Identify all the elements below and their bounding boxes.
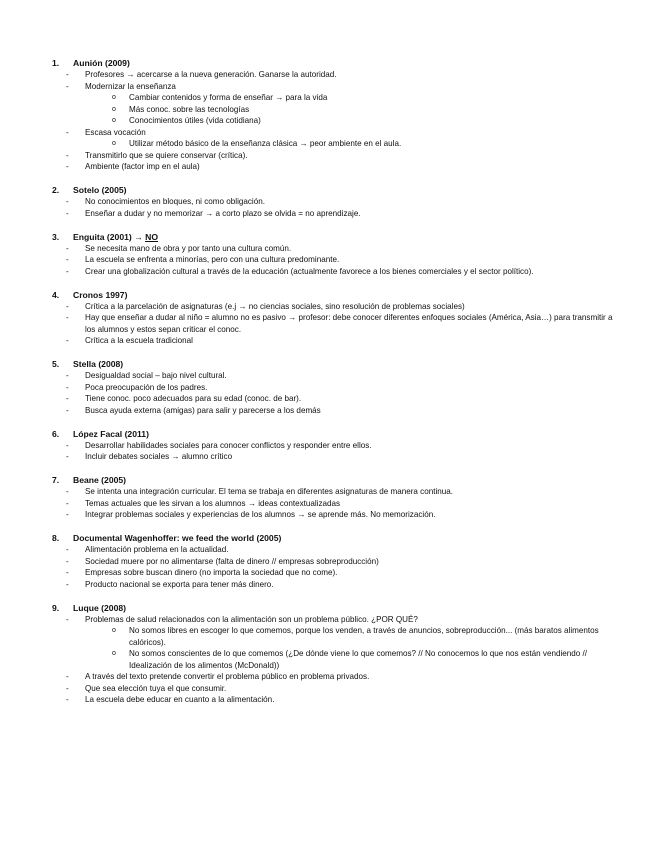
list-item: [52, 486, 615, 498]
section-title-text: Enguita (2001) →: [73, 231, 146, 242]
list-item: [52, 694, 615, 706]
list-item-text: Profesores → acercarse a la nueva generación. Ganarse la autoridad.: [85, 70, 337, 79]
list-item: [52, 544, 615, 556]
circle-bullet-icon: o: [112, 627, 116, 634]
list-item-text: Ambiente (factor imp en el aula): [85, 162, 200, 171]
sub-list-item-text: Utilizar método básico de la enseñanza clásica → peor ambiente en el aula.: [129, 139, 402, 148]
list-item: [52, 196, 615, 208]
section-title-text: López Facal (2011): [73, 428, 149, 439]
section-number: 2.: [52, 185, 60, 195]
section-heading: [52, 603, 615, 614]
list-item-text: Incluir debates sociales → alumno crítico: [85, 452, 233, 461]
list-item: [52, 69, 615, 81]
section-title-text: Documental Wagenhoffer: we feed the world (2005): [73, 533, 282, 543]
dash-bullet: -: [66, 568, 69, 577]
sub-list-item: [52, 115, 615, 127]
section-number: 1.: [52, 58, 60, 68]
list-item: [52, 335, 615, 347]
section-title: [73, 475, 126, 486]
section-number: 3.: [52, 231, 60, 242]
list-item: [52, 150, 615, 162]
dash-bullet: -: [66, 162, 69, 171]
section: [52, 429, 615, 463]
circle-bullet-icon: o: [112, 94, 116, 101]
section-number: 7.: [52, 475, 60, 485]
list-item: [52, 266, 615, 278]
list-item: [52, 498, 615, 510]
section-heading: [52, 533, 615, 544]
section-title: [73, 185, 127, 196]
section-title-text: Cronos 1997): [73, 289, 128, 300]
list-item-text: Se intenta una integración curricular. El tema se trabaja en diferentes asignaturas de manera continua.: [85, 487, 454, 496]
section-title: [73, 429, 149, 440]
section-heading: [52, 429, 615, 440]
dash-bullet: -: [66, 150, 69, 160]
sub-list-item: [52, 138, 615, 150]
list-item: [52, 312, 615, 335]
dash-bullet: -: [66, 683, 69, 693]
sub-list-item-text: Conocimientos útiles (vida cotidiana): [129, 116, 261, 125]
list-item: [52, 393, 615, 405]
dash-bullet: -: [66, 301, 69, 311]
section-heading: [52, 359, 615, 370]
list-item: [52, 301, 615, 313]
sub-list-item-text: Más conoc. sobre las tecnologías: [129, 104, 250, 114]
list-item: [52, 683, 615, 695]
list-item: [52, 405, 615, 417]
dash-bullet: -: [66, 313, 69, 322]
section-number: 6.: [52, 428, 60, 439]
dash-bullet: -: [66, 452, 69, 461]
dash-bullet: -: [66, 405, 69, 415]
sub-list-item-text: No somos libres en escoger lo que comemos, porque los venden, a través de anuncios, sobreproducción... (más baratos alimentos calóricos).: [129, 626, 599, 647]
list-item: [52, 161, 615, 173]
section: [52, 475, 615, 521]
list-item-text: Tiene conoc. poco adecuados para su edad (conoc. de bar).: [85, 394, 302, 403]
list-item-text: Enseñar a dudar y no memorizar → a corto plazo se olvida = no aprendizaje.: [85, 208, 361, 218]
section-title-suffix: NO: [145, 231, 158, 242]
list-item: [52, 127, 615, 139]
circle-bullet-icon: o: [112, 105, 116, 113]
list-item-text: No conocimientos en bloques, ni como obligación.: [85, 197, 265, 206]
list-item-text: Sociedad muere por no alimentarse (falta de dinero // empresas sobreproducción): [85, 556, 379, 566]
section-heading: [52, 58, 615, 69]
list-item-text: Empresas sobre buscan dinero (no importa la sociedad que no come).: [85, 568, 338, 577]
dash-bullet: -: [66, 695, 69, 704]
list-item-text: Producto nacional se exporta para tener más dinero.: [85, 579, 274, 589]
list-item: [52, 671, 615, 683]
section-number: 9.: [52, 602, 60, 613]
list-item-text: Escasa vocación: [85, 127, 146, 137]
list-item-text: Crítica a la parcelación de asignaturas (e.j → no ciencias sociales, sino resolución de problemas sociales): [85, 301, 465, 311]
list-item-text: Que sea elección tuya el que consumir.: [85, 683, 227, 693]
dash-bullet: -: [66, 487, 69, 496]
dash-bullet: -: [66, 614, 69, 624]
list-item-text: Modernizar la enseñanza: [85, 81, 176, 91]
sub-list-item-text: Cambiar contenidos y forma de enseñar → para la vida: [129, 93, 328, 102]
section-title-text: Beane (2005): [73, 475, 127, 485]
list-item-text: La escuela debe educar en cuanto a la alimentación.: [85, 695, 275, 704]
dash-bullet: -: [66, 382, 69, 392]
dash-bullet: -: [66, 255, 69, 264]
list-item: [52, 382, 615, 394]
section-title: [73, 359, 123, 370]
dash-bullet: -: [66, 127, 69, 137]
sub-list-item: [52, 625, 615, 648]
list-item-text: A través del texto pretende convertir el problema público en problema privados.: [85, 672, 370, 681]
section-title-text: Aunión (2009): [73, 58, 130, 68]
section: [52, 533, 615, 590]
list-item-text: Poca preocupación de los padres.: [85, 382, 208, 392]
dash-bullet: -: [66, 208, 69, 218]
list-item: [52, 579, 615, 591]
section-title: [73, 58, 130, 69]
dash-bullet: -: [66, 394, 69, 403]
section-title: [73, 232, 158, 243]
dash-bullet: -: [66, 672, 69, 681]
section-number: 4.: [52, 289, 60, 300]
section-title: [73, 290, 127, 301]
dash-bullet: -: [66, 556, 69, 566]
circle-bullet-icon: o: [112, 140, 116, 147]
list-item: [52, 254, 615, 266]
list-item-text: La escuela se enfrenta a minorías, pero con una cultura predominante.: [85, 255, 340, 264]
dash-bullet: -: [66, 243, 69, 253]
list-item-text: Hay que enseñar a dudar al niño = alumno no es pasivo → profesor: debe conocer diferentes enfoques sociales (América, Asia…) para transmitir a los alumnos y estos sepan criticar el conoc.: [85, 313, 613, 334]
section-heading: [52, 232, 615, 243]
list-item: [52, 556, 615, 568]
dash-bullet: -: [66, 70, 69, 79]
section: [52, 185, 615, 219]
section-title-text: Stella (2008): [73, 359, 124, 369]
section: [52, 603, 615, 706]
list-item: [52, 509, 615, 521]
section-heading: [52, 475, 615, 486]
list-item-text: Busca ayuda externa (amigas) para salir y parecerse a los demás: [85, 405, 321, 415]
sub-list-item: [52, 104, 615, 116]
list-item: [52, 567, 615, 579]
list-item-text: Transmitirlo que se quiere conservar (crítica).: [85, 150, 248, 160]
dash-bullet: -: [66, 266, 69, 276]
section-title-text: Sotelo (2005): [73, 185, 127, 195]
section-heading: [52, 290, 615, 301]
list-item: [52, 614, 615, 626]
sub-list-item-text: No somos conscientes de lo que comemos (¿De dónde viene lo que comemos? // No conocemos lo que nos están vendiendo // Idealización de los alimentos (McDonald)): [129, 649, 588, 670]
dash-bullet: -: [66, 498, 69, 508]
section-number: 8.: [52, 533, 60, 543]
list-item: [52, 208, 615, 220]
list-item-text: Se necesita mano de obra y por tanto una cultura común.: [85, 243, 292, 253]
dash-bullet: -: [66, 545, 69, 554]
list-item: [52, 451, 615, 463]
list-item: [52, 370, 615, 382]
dash-bullet: -: [66, 81, 69, 91]
list-item: [52, 243, 615, 255]
section: [52, 290, 615, 347]
circle-bullet-icon: o: [112, 650, 116, 657]
dash-bullet: -: [66, 510, 69, 519]
list-item-text: Temas actuales que les sirvan a los alumnos → ideas contextualizadas: [85, 498, 341, 508]
section-heading: [52, 185, 615, 196]
list-item-text: Crear una globalización cultural a través de la educación (actualmente favorece a los bienes comerciales y el sector político).: [85, 266, 534, 276]
list-item-text: Desigualdad social – bajo nivel cultural.: [85, 371, 227, 380]
dash-bullet: -: [66, 440, 69, 450]
circle-bullet-icon: o: [112, 117, 116, 124]
list-item-text: Problemas de salud relacionados con la alimentación son un problema público. ¿POR QUÉ?: [85, 614, 418, 624]
list-item-text: Integrar problemas sociales y experiencias de los alumnos → se aprende más. No memorización.: [85, 510, 436, 519]
sub-list-item: [52, 92, 615, 104]
list-item-text: Desarrollar habilidades sociales para conocer conflictos y responder entre ellos.: [85, 440, 372, 450]
section: [52, 359, 615, 416]
list-item-text: Alimentación problema en la actualidad.: [85, 545, 229, 554]
list-item: [52, 81, 615, 93]
dash-bullet: -: [66, 371, 69, 380]
dash-bullet: -: [66, 579, 69, 589]
section-title: [73, 533, 281, 544]
dash-bullet: -: [66, 336, 69, 345]
section: [52, 58, 615, 173]
section-title: [73, 603, 126, 614]
section-number: 5.: [52, 359, 60, 369]
list-item-text: Crítica a la escuela tradicional: [85, 336, 193, 345]
section: [52, 232, 615, 278]
dash-bullet: -: [66, 197, 69, 206]
list-item: [52, 440, 615, 452]
section-title-text: Luque (2008): [73, 602, 127, 613]
sub-list-item: [52, 648, 615, 671]
